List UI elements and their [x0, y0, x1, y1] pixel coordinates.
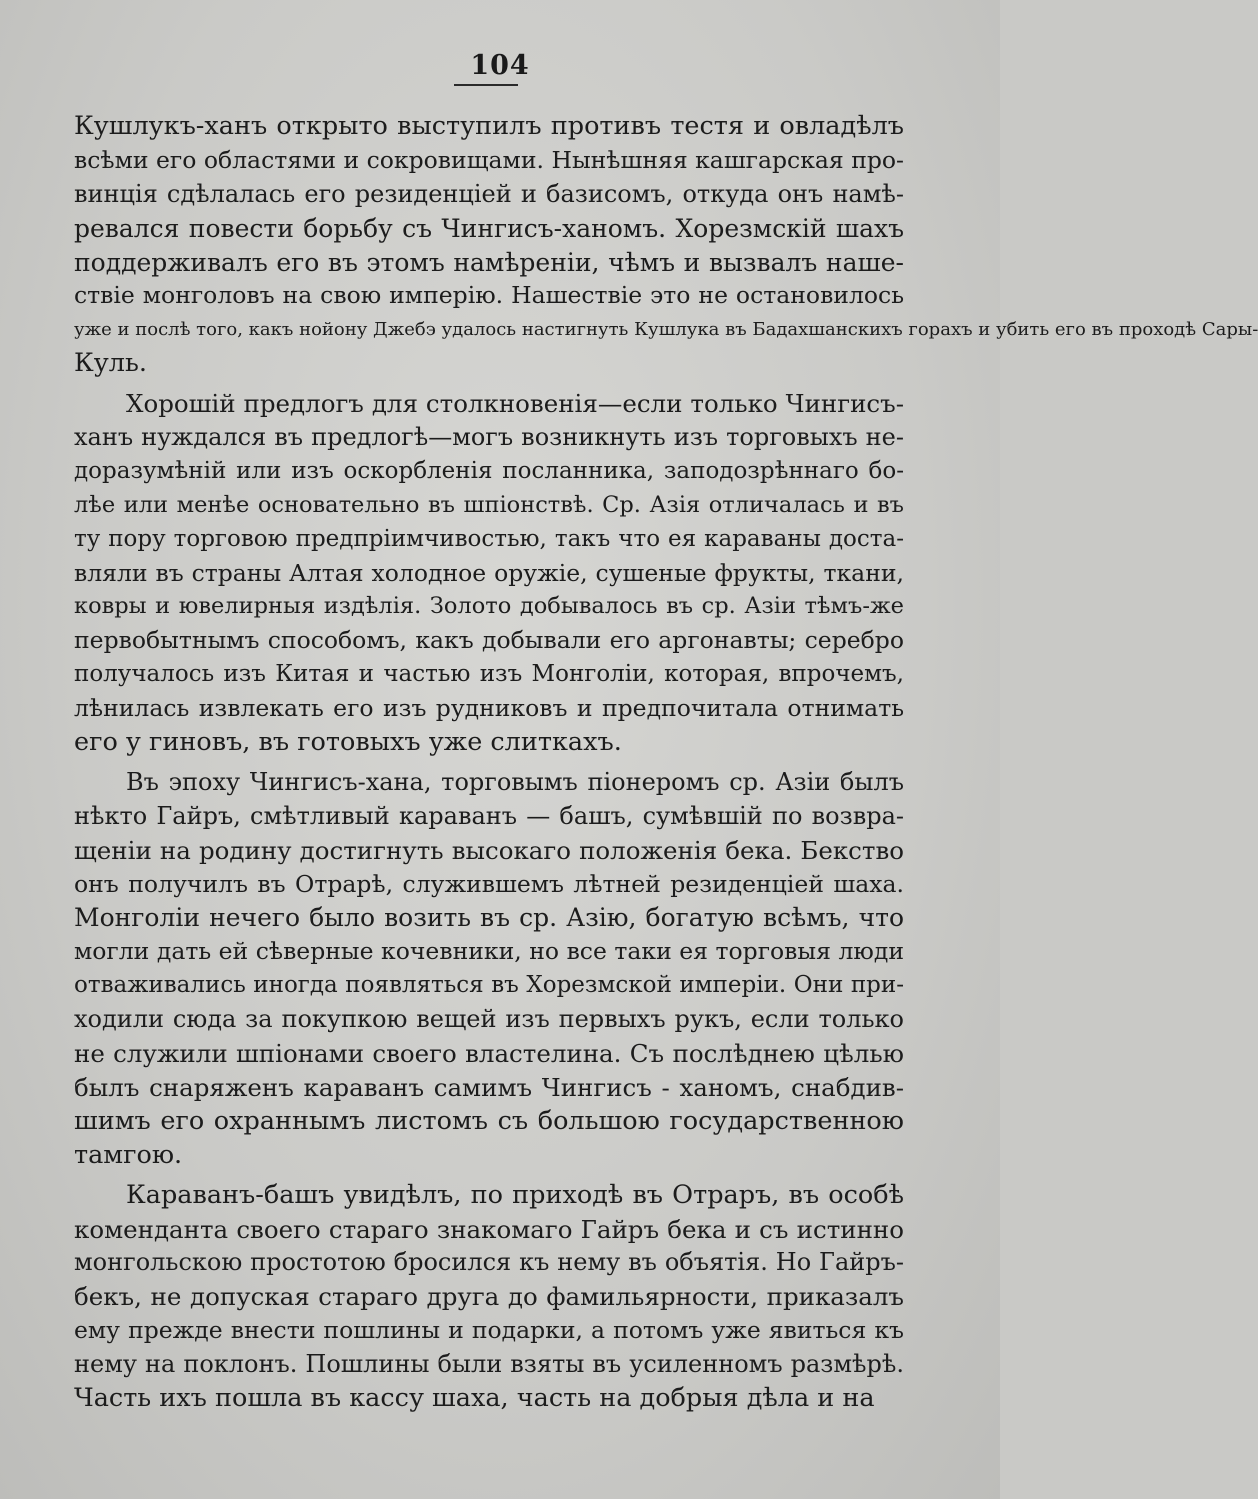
text-line: шимъ его охраннымъ листомъ съ большою государственною — [74, 1105, 904, 1136]
text-line: получалось изъ Китая и частью изъ Монголіи, которая, впрочемъ, — [74, 661, 904, 688]
paragraph — [74, 766, 904, 1173]
text-line: ханъ нуждался въ предлогѣ—могъ возникнуть изъ торговыхъ не- — [74, 423, 904, 452]
text-line: ревался повести борьбу съ Чингисъ-ханомъ. Хорезмскій шахъ — [74, 213, 904, 243]
text-line: коменданта своего стараго знакомаго Гайръ бека и съ истинно — [74, 1214, 904, 1244]
body-text — [74, 110, 1258, 1422]
text-line: ту пору торговою предпріимчивостью, такъ что ея караваны доста- — [74, 525, 904, 552]
text-line: Монголіи нечего было возить въ ср. Азію, богатую всѣмъ, что — [74, 903, 904, 933]
text-line: доразумѣній или изъ оскорбленія посланника, заподозрѣннаго бо- — [74, 457, 904, 484]
text-line: бекъ, не допуская стараго друга до фамильярности, приказалъ — [74, 1282, 904, 1312]
text-line: уже и послѣ того, какъ нойону Джебэ удалось настигнуть Кушлука въ Бадахшанскихъ горахъ и убить его въ проходѣ Сары- — [74, 319, 1258, 341]
text-line: винція сдѣлалась его резиденціей и базисомъ, откуда онъ намѣ- — [74, 179, 904, 208]
text-line: Кушлукъ-ханъ открыто выступилъ противъ тестя и овладѣлъ — [74, 111, 904, 141]
text-line: нѣкто Гайръ, смѣтливый караванъ — башъ, сумѣвшій по возвра- — [74, 801, 904, 830]
text-line: лѣнилась извлекать его изъ рудниковъ и предпочитала отнимать — [74, 694, 904, 723]
text-line: вляли въ страны Алтая холодное оружіе, сушеные фрукты, ткани, — [74, 558, 904, 587]
paragraph — [74, 387, 904, 760]
text-line: не служили шпіонами своего властелина. Съ послѣднею цѣлью — [74, 1039, 904, 1069]
text-line: ствіе монголовъ на свою имперію. Нашествіе это не остановилось — [74, 281, 904, 310]
text-line: могли дать ей сѣверные кочевники, но все таки ея торговыя люди — [74, 937, 904, 966]
text-line: Караванъ-башъ увидѣлъ, по приходѣ въ Отраръ, въ особѣ — [126, 1179, 904, 1210]
text-line: онъ получилъ въ Отрарѣ, служившемъ лѣтней резиденціей шаха. — [74, 869, 904, 898]
text-line: его у гиновъ, въ готовыхъ уже слиткахъ. — [74, 727, 622, 758]
text-line: былъ снаряженъ караванъ самимъ Чингисъ - ханомъ, снабдив- — [74, 1072, 904, 1102]
text-line: первобытнымъ способомъ, какъ добывали его аргонавты; серебро — [74, 626, 904, 655]
text-line: тамгою. — [74, 1139, 183, 1170]
text-line: поддерживалъ его въ этомъ намѣреніи, чѣмъ и вызвалъ наше- — [74, 247, 904, 277]
text-line: монгольскою простотою бросился къ нему въ объятія. Но Гайръ- — [74, 1248, 904, 1277]
text-line: Въ эпоху Чингисъ-хана, торговымъ піонеромъ ср. Азіи былъ — [126, 767, 904, 796]
text-line: ему прежде внести пошлины и подарки, а потомъ уже явиться къ — [74, 1316, 904, 1345]
page-number: 104 — [470, 50, 530, 81]
page-number-underline — [454, 84, 518, 86]
text-line: Куль. — [74, 348, 147, 379]
text-line: ходили сюда за покупкою вещей изъ первыхъ рукъ, если только — [74, 1005, 904, 1034]
paragraph — [74, 110, 1258, 381]
text-line: отваживались иногда появляться въ Хорезмской имперіи. Они при- — [74, 972, 904, 999]
text-line: лѣе или менѣе основательно въ шпіонствѣ. Ср. Азія отличалась и въ — [74, 491, 904, 518]
text-line: нему на поклонъ. Пошлины были взяты въ усиленномъ размѣрѣ. — [74, 1350, 904, 1379]
text-line: Хорошій предлогъ для столкновенія—если только Чингисъ- — [126, 389, 904, 419]
paragraph — [74, 1179, 904, 1416]
text-line: ковры и ювелирныя издѣлія. Золото добывалось въ ср. Азіи тѣмъ-же — [74, 593, 904, 620]
text-line: всѣми его областями и сокровищами. Нынѣшняя кашгарская про- — [74, 145, 904, 174]
text-line: щеніи на родину достигнуть высокаго положенія бека. Бекство — [74, 835, 904, 865]
text-line: Часть ихъ пошла въ кассу шаха, часть на добрыя дѣла и на — [74, 1382, 875, 1413]
